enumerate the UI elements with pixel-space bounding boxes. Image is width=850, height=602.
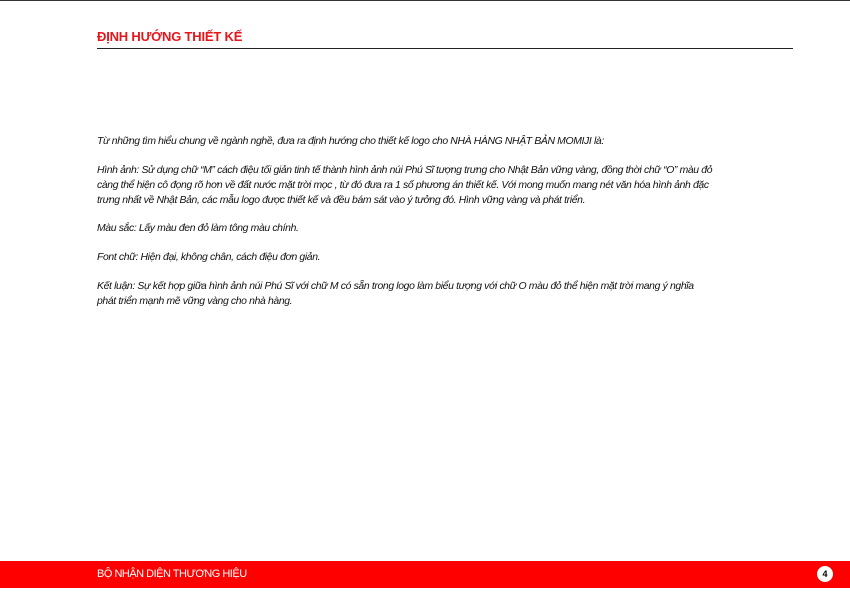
conclusion-paragraph-line: phát triển mạnh mẽ vững vàng cho nhà hàng.	[97, 296, 293, 307]
conclusion-paragraph-line: Kết luận: Sự kết hợp giữa hình ảnh núi Phú Sĩ với chữ M có sẵn trong logo làm biểu tượng với chữ O màu đỏ thể hiện mặt trời mang ý nghĩa	[97, 281, 694, 292]
page-title: ĐỊNH HƯỚNG THIẾT KẾ	[97, 29, 243, 44]
intro-paragraph: Từ những tìm hiểu chung về ngành nghề, đưa ra định hướng cho thiết kế logo cho NHÀ HÀNG NHẬT BẢN MOMIJI là:	[97, 136, 604, 147]
image-paragraph-line: trưng nhất về Nhật Bản, các mẫu logo được thiết kế và đều bám sát vào ý tưởng đó. Hình vững vàng và phát triển.	[97, 195, 586, 206]
image-paragraph-line: càng thể hiện cô đọng rõ hơn về đất nước mặt trời mọc , từ đó đưa ra 1 số phương án thiết kế. Với mong muốn mang nét văn hóa hình ảnh đặc	[97, 180, 709, 191]
title-divider	[97, 48, 793, 49]
footer-title: BỘ NHẬN DIỆN THƯƠNG HIỆU	[97, 568, 247, 580]
top-border	[0, 0, 850, 1]
image-paragraph-line: Hình ảnh: Sử dụng chữ “M” cách điệu tối giản tinh tế thành hình ảnh núi Phú Sĩ tượng trưng cho Nhật Bản vững vàng, đồng thời chữ “O” màu đỏ	[97, 165, 713, 176]
color-paragraph: Màu sắc: Lấy màu đen đỏ làm tông màu chính.	[97, 223, 299, 234]
font-paragraph: Font chữ: Hiện đại, không chân, cách điệu đơn giản.	[97, 252, 321, 263]
page-number-badge: 4	[817, 566, 833, 582]
footer-bar	[0, 561, 850, 588]
